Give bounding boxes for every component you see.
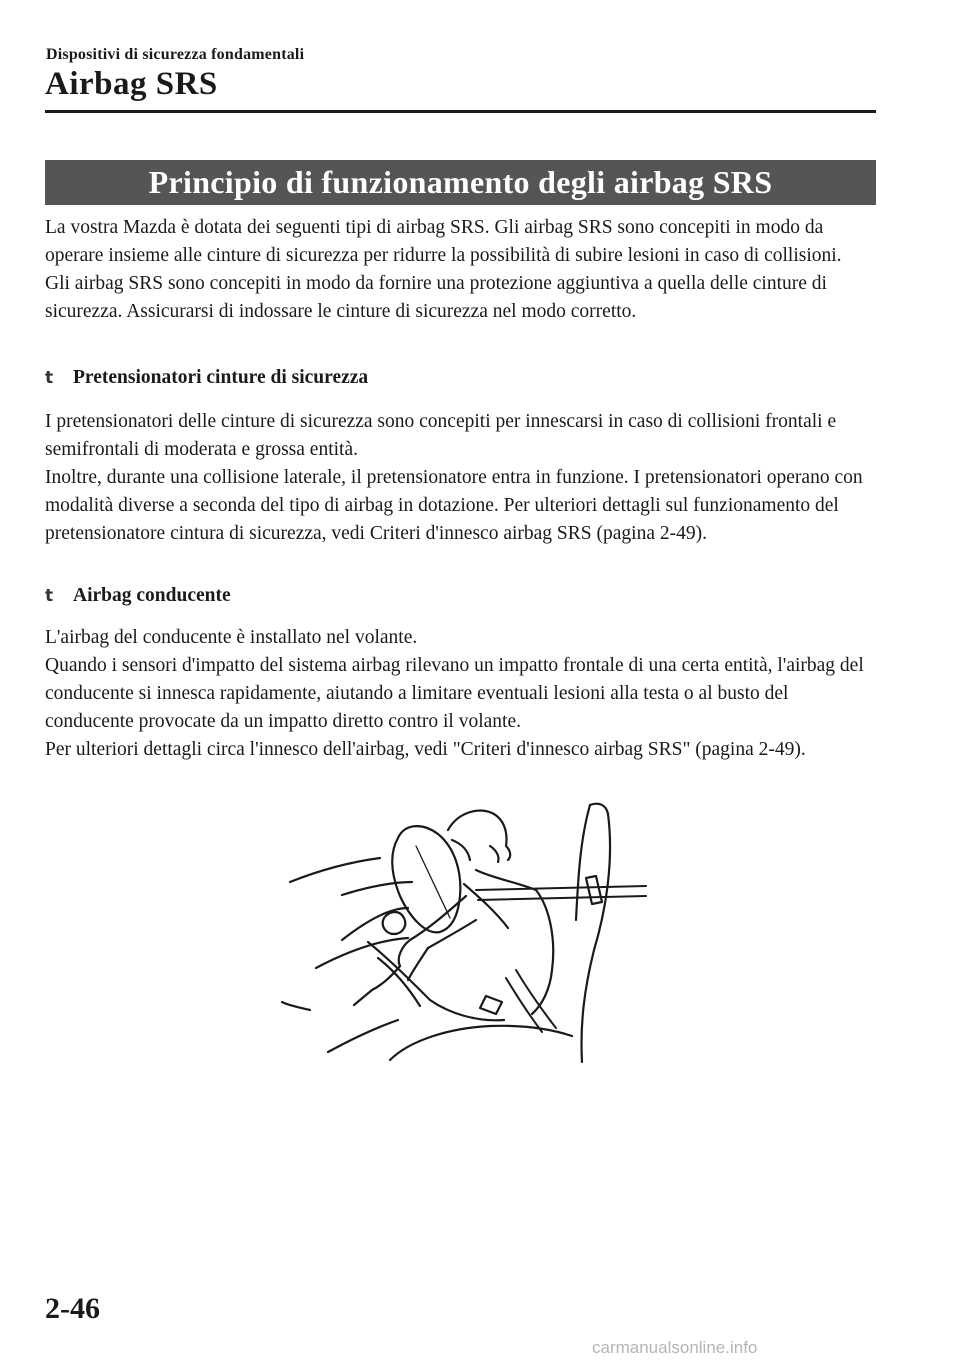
driver-airbag-text: [45, 624, 880, 764]
bullet-icon: t: [45, 586, 54, 606]
bullet-icon: t: [45, 368, 54, 388]
header-rule: [45, 110, 876, 113]
watermark: carmanualsonline.info: [592, 1338, 758, 1357]
driver-airbag-paragraph-2: Quando i sensori d'impatto del sistema airbag rilevano un impatto frontale di una certa entità, l'airbag del conducente si innesca rapidamente, aiutando a limitare eventuali lesioni alla testa o al busto del conducente provocate da un impatto diretto contro il volante.: [45, 655, 864, 732]
intro-text: [45, 214, 880, 326]
intro-paragraph-2: Gli airbag SRS sono concepiti in modo da fornire una protezione aggiuntiva a quella delle cinture di sicurezza. Assicurarsi di indossare le cinture di sicurezza nel modo corretto.: [45, 273, 827, 322]
subsection-title: Pretensionatori cinture di sicurezza: [73, 367, 369, 388]
breadcrumb: Dispositivi di sicurezza fondamentali: [46, 46, 305, 63]
section-title: Principio di funzionamento degli airbag SRS: [45, 160, 876, 205]
page-number: 2-46: [45, 1292, 100, 1325]
subsection-heading-driver-airbag: [45, 582, 231, 610]
driver-airbag-illustration: [280, 800, 660, 1070]
chapter-title: Airbag SRS: [45, 66, 218, 102]
subsection-heading-pretensioners: [45, 364, 368, 392]
driver-airbag-paragraph-1: L'airbag del conducente è installato nel volante.: [45, 627, 418, 648]
driver-airbag-paragraph-3: Per ulteriori dettagli circa l'innesco dell'airbag, vedi "Criteri d'innesco airbag SRS" (pagina 2-49).: [45, 739, 806, 760]
pretensioners-paragraph-1: I pretensionatori delle cinture di sicurezza sono concepiti per innescarsi in caso di collisioni frontali e semifrontali di moderata e grossa entità.: [45, 411, 837, 460]
pretensioners-paragraph-2: Inoltre, durante una collisione laterale, il pretensionatore entra in funzione. I pretensionatori operano con modalità diverse a seconda del tipo di airbag in dotazione. Per ulteriori dettagli sul funzionamento del pretensionatore cintura di sicurezza, vedi Criteri d'innesco airbag SRS (pagina 2-49).: [45, 467, 863, 544]
subsection-title: Airbag conducente: [73, 585, 231, 606]
intro-paragraph-1: La vostra Mazda è dotata dei seguenti tipi di airbag SRS. Gli airbag SRS sono concepiti in modo da operare insieme alle cinture di sicurezza per ridurre la possibilità di subire lesioni in caso di collisioni.: [45, 217, 842, 266]
pretensioners-text: [45, 408, 880, 548]
